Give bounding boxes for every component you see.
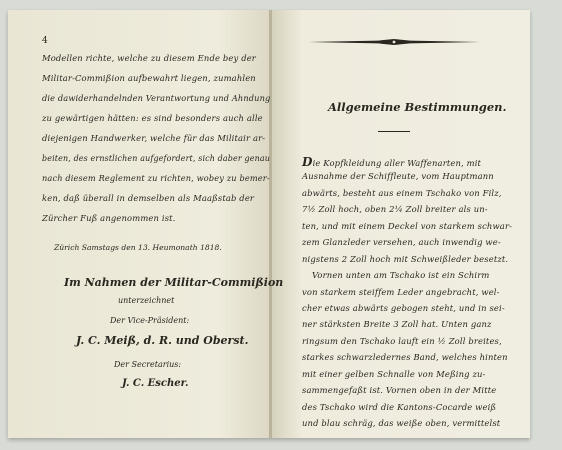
signature-title: Im Nahmen der Militar-Commißion (64, 276, 284, 289)
left-body-line: Militar-Commißion aufbewahrt liegen, zumahlen (42, 73, 256, 83)
right-body-line: 7½ Zoll hoch, oben 2¼ Zoll breiter als un- (302, 204, 488, 215)
secretary-name: J. C. Escher. (122, 378, 189, 389)
right-body-line: cher etwas abwärts gebogen steht, und in sei- (302, 302, 505, 313)
signature-subscribed: unterzeichnet (118, 296, 175, 305)
right-body-line: abwärts, besteht aus einem Tschako von Filz, (302, 187, 502, 198)
heading-divider (378, 131, 410, 132)
left-body-line: Zürcher Fuß angenommen ist. (42, 213, 176, 223)
right-body-line: zem Glanzleder versehen, auch inwendig we- (302, 237, 501, 248)
left-body-line: ken, daß überall in demselben als Maaßstab der (42, 193, 255, 203)
right-body-line: Vornen unten am Tschako ist ein Schirm (312, 270, 490, 281)
right-body-line: und blau schräg, das weiße oben, vermittelst (302, 418, 501, 428)
left-body-line: Modellen richte, welche zu diesem Ende bey der (42, 53, 256, 63)
page-number: 4 (42, 36, 48, 46)
right-body-line: sammengefaßt ist. Vornen oben in der Mitte (302, 385, 497, 396)
section-heading: Allgemeine Bestimmungen. (328, 100, 507, 114)
right-body-line: von starkem steiffem Leder angebracht, wel- (302, 286, 500, 297)
right-body-line: des Tschako wird die Kantons-Cocarde weiß (302, 401, 497, 412)
right-body-line: ner stärksten Breite 3 Zoll hat. Unten ganz (302, 319, 492, 330)
left-body-line: zu gewärtigen hätten: es sind besonders auch alle (42, 113, 263, 123)
secretary-label: Der Secretarius: (114, 360, 182, 369)
right-body-text: ie Kopfkleidung aller Waffenarten, mit (312, 158, 482, 168)
vice-president-name: J. C. Meiß, d. R. und Oberst. (76, 334, 249, 347)
right-body-line (302, 155, 481, 169)
right-body-line: starkes schwarzledernes Band, welches hinten (302, 352, 508, 363)
left-body-line: die dawiderhandelnden Verantwortung und Ahndung (42, 93, 271, 103)
date-line: Zürich Samstags den 13. Heumonath 1818. (54, 243, 222, 252)
vice-president-label: Der Vice-Präsident: (110, 316, 190, 325)
left-body-line: diejenigen Handwerker, welche für das Militair ar- (42, 133, 266, 143)
right-body-line: Ausnahme der Schiffleute, vom Hauptmann (302, 171, 494, 182)
right-body-line: nigstens 2 Zoll hoch mit Schweißleder besetzt. (302, 253, 509, 264)
ornament-rule-icon (308, 38, 480, 46)
right-body-line: ten, und mit einem Deckel von starkem schwar- (302, 220, 513, 231)
right-body-line: ringsum den Tschako lauft ein ½ Zoll breites, (302, 335, 502, 346)
left-body-line: beiten, des ernstlichen aufgefordert, sich daber genau (42, 153, 271, 163)
right-body-line: mit einer gelben Schnalle von Meßing zu- (302, 368, 486, 379)
left-body-line: nach diesem Reglement zu richten, wobey zu bemer- (42, 173, 270, 183)
drop-cap: D (302, 155, 313, 169)
